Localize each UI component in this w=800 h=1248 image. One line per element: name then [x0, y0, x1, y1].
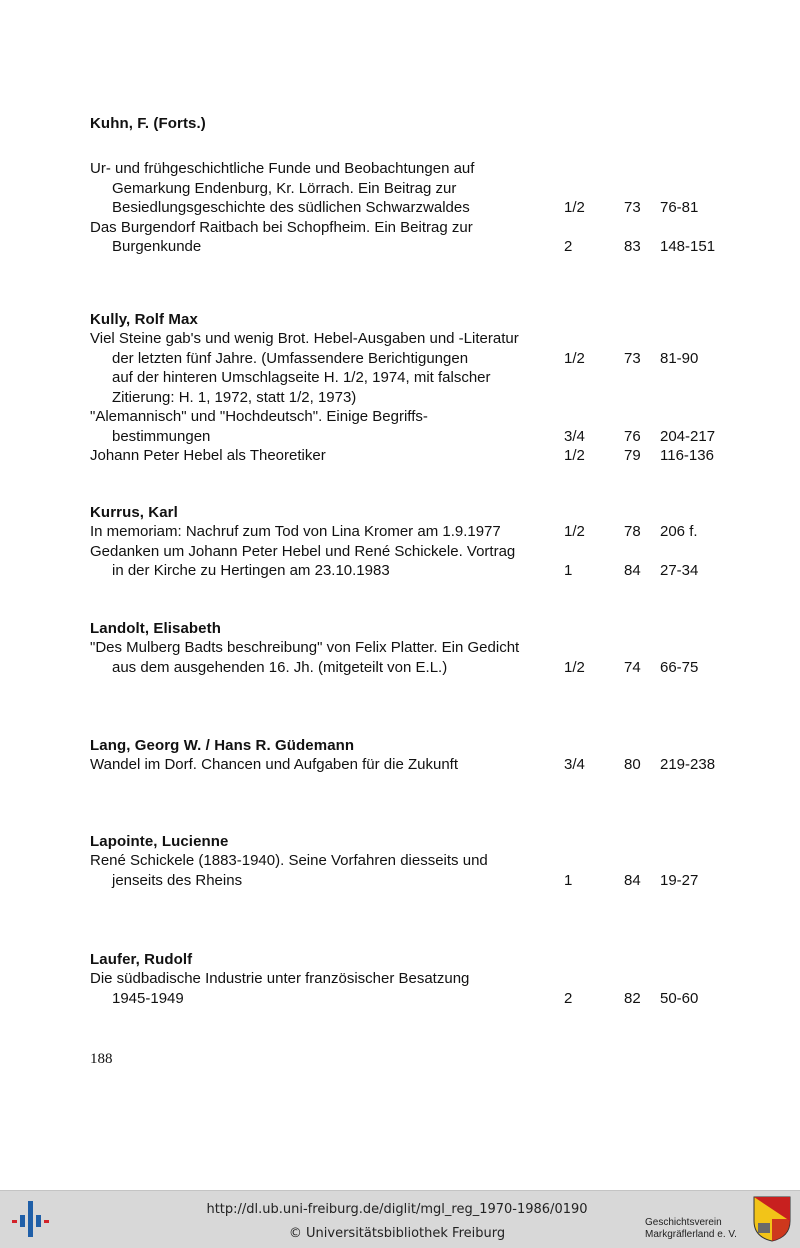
page-range: 204-217: [660, 427, 716, 445]
year-number: 78: [624, 523, 641, 540]
coat-of-arms-icon: [752, 1195, 792, 1243]
year-number: 74: [624, 658, 641, 676]
author-name: Kuhn, F. (Forts.): [90, 115, 206, 132]
issue-number: 2: [564, 989, 573, 1007]
year-number: 76: [624, 427, 641, 445]
entry-line: jenseits des Rheins 1 84 19-27: [112, 871, 699, 889]
entry-line: Die südbadische Industrie unter französischer Besatzung: [90, 970, 470, 987]
author-name: Kurrus, Karl: [90, 504, 178, 521]
society-name-line1: Geschichtsverein: [645, 1217, 722, 1228]
page-range: 27-34: [660, 562, 699, 579]
index-entry: [90, 114, 740, 257]
entry-line: Das Burgendorf Raitbach bei Schopfheim. Ein Beitrag zur: [90, 218, 473, 236]
index-entry: [90, 832, 740, 890]
entry-line: Johann Peter Hebel als Theoretiker 1/2 79 116-136: [90, 447, 714, 464]
entry-line: Gedanken um Johann Peter Hebel und René Schickele. Vortrag: [90, 542, 516, 560]
year-number: 84: [624, 871, 641, 889]
page-range: 206 f.: [660, 523, 698, 540]
society-name-line2: Markgräflerland e. V.: [645, 1229, 737, 1240]
footer-copyright: © Universitätsbibliothek Freiburg: [288, 1226, 506, 1241]
entry-line: René Schickele (1883-1940). Seine Vorfahren diesseits und: [90, 852, 488, 869]
entry-line: Ur- und frühgeschichtliche Funde und Beobachtungen auf: [90, 160, 475, 177]
page-range: 19-27: [660, 871, 699, 889]
year-number: 82: [624, 989, 641, 1007]
index-entry: [90, 310, 740, 466]
page-range: 81-90: [660, 349, 699, 367]
author-name: Laufer, Rudolf: [90, 951, 193, 968]
entry-line: Besiedlungsgeschichte des südlichen Schwarzwaldes 1/2 73 76-81: [112, 199, 699, 216]
issue-number: 2: [564, 238, 573, 255]
year-number: 83: [624, 238, 641, 255]
entry-line: bestimmungen 3/4 76 204-217: [112, 427, 716, 445]
issue-number: 1/2: [564, 658, 585, 676]
issue-number: 1: [564, 562, 573, 579]
year-number: 73: [624, 199, 641, 216]
author-name: Lang, Georg W. / Hans R. Güdemann: [90, 737, 355, 754]
year-number: 73: [624, 349, 641, 367]
issue-number: 1/2: [564, 349, 585, 367]
year-number: 84: [624, 562, 641, 579]
footer-url-link[interactable]: http://dl.ub.uni-freiburg.de/diglit/mgl_reg_1970-1986/0190: [206, 1202, 588, 1217]
index-entry: [90, 736, 740, 775]
author-name: Kully, Rolf Max: [90, 311, 198, 328]
entry-line: aus dem ausgehenden 16. Jh. (mitgeteilt von E.L.) 1/2 74 66-75: [112, 658, 699, 676]
author-name: Lapointe, Lucienne: [90, 833, 229, 850]
issue-number: 1/2: [564, 447, 585, 464]
page-range: 116-136: [660, 447, 714, 464]
entry-line: in der Kirche zu Hertingen am 23.10.1983 1 84 27-34: [112, 562, 699, 579]
page-range: 76-81: [660, 199, 699, 216]
footer-bar: [0, 1190, 800, 1248]
year-number: 79: [624, 447, 641, 464]
page-range: 219-238: [660, 756, 716, 773]
author-name: Landolt, Elisabeth: [90, 620, 221, 637]
entry-line: "Alemannisch" und "Hochdeutsch". Einige Begriffs-: [90, 408, 428, 425]
issue-number: 1/2: [564, 523, 585, 540]
page-range: 66-75: [660, 658, 699, 676]
entry-line: In memoriam: Nachruf zum Tod von Lina Kromer am 1.9.1977 1/2 78 206 f.: [90, 523, 698, 540]
issue-number: 1/2: [564, 199, 585, 216]
index-entry: [90, 503, 740, 581]
entry-line: Burgenkunde 2 83 148-151: [112, 238, 716, 255]
entry-line: Viel Steine gab's und wenig Brot. Hebel-Ausgaben und -Literatur: [90, 330, 519, 347]
issue-number: 1: [564, 871, 573, 889]
entry-line: Wandel im Dorf. Chancen und Aufgaben für die Zukunft 3/4 80 219-238: [90, 756, 716, 773]
index-entry: [90, 950, 740, 1008]
page-number: 188: [90, 1051, 113, 1067]
entry-line: auf der hinteren Umschlagseite H. 1/2, 1974, mit falscher: [112, 369, 491, 386]
entry-line: Gemarkung Endenburg, Kr. Lörrach. Ein Beitrag zur: [112, 179, 457, 197]
index-entry: [90, 619, 740, 677]
page-range: 50-60: [660, 989, 699, 1007]
year-number: 80: [624, 756, 641, 773]
entry-line: Zitierung: H. 1, 1972, statt 1/2, 1973): [112, 388, 357, 406]
entry-line: der letzten fünf Jahre. (Umfassendere Berichtigungen 1/2 73 81-90: [112, 349, 699, 367]
entry-line: "Des Mulberg Badts beschreibung" von Felix Platter. Ein Gedicht: [90, 639, 520, 656]
issue-number: 3/4: [564, 427, 585, 445]
issue-number: 3/4: [564, 756, 585, 773]
page-range: 148-151: [660, 238, 716, 255]
society-name: [645, 1217, 737, 1241]
entry-line: 1945-1949 2 82 50-60: [112, 989, 699, 1007]
